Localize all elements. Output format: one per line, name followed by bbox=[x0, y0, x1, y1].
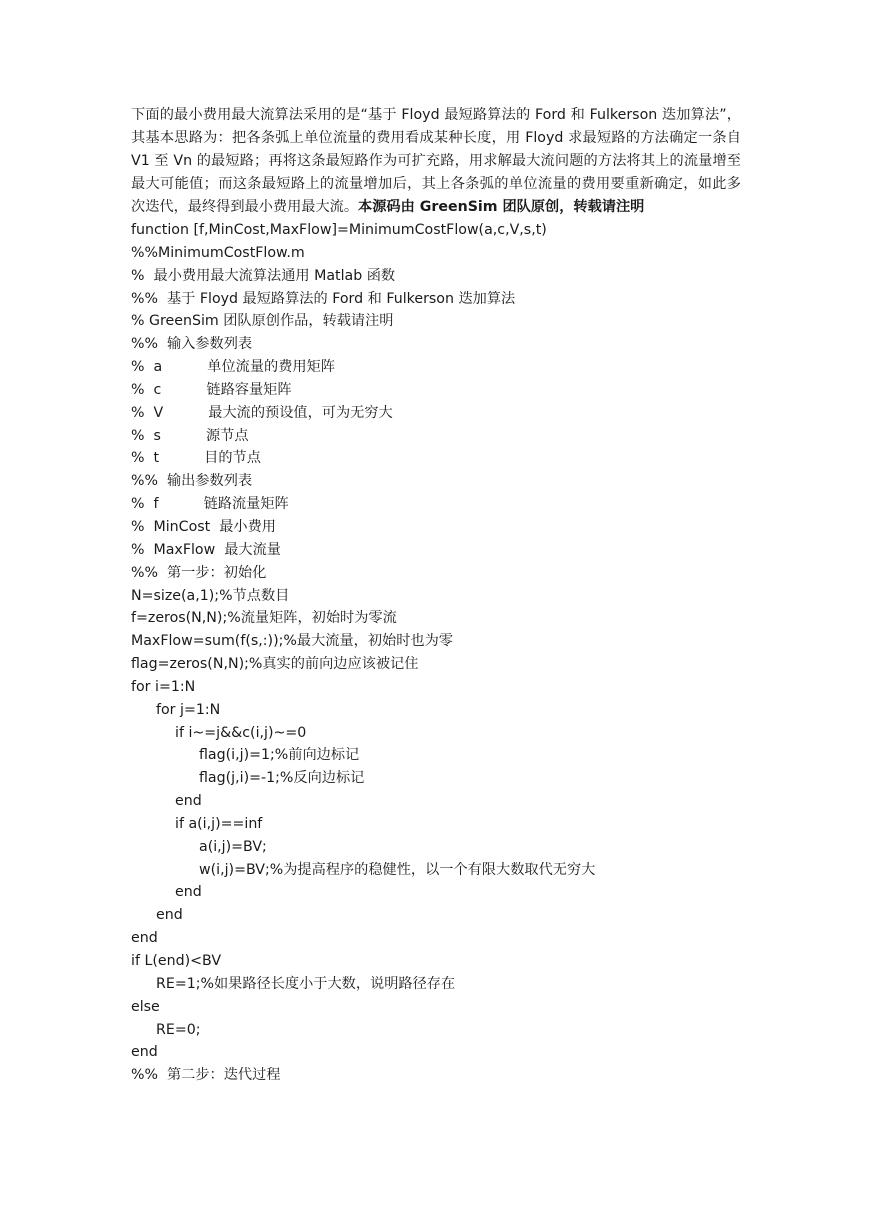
code-line: MaxFlow=sum(f(s,:));%最大流量，初始时也为零 bbox=[131, 633, 453, 650]
code-line: end bbox=[131, 930, 158, 947]
code-line: if a(i,j)==inf bbox=[175, 815, 263, 832]
intro-text: 下面的最小费用最大流算法采用的是“基于 Floyd 最短路算法的 Ford 和 Fulkerson 迭加算法”，其基本思路为：把各条弧上单位流量的费用看成某种长度，用 Floyd 求最短路的方法确定一条自 V1 至 Vn 的最短路；再将这条最短路作为可扩充路，用求解最大流问题的方法将其上的流量增至最大可能值；而这条最短路上的流量增加后，其上各条弧的单位流量的费用要重新确定，如此多次迭代，最终得到最小费用最大流。 bbox=[131, 107, 741, 215]
code-line: % V 最大流的预设值，可为无穷大 bbox=[131, 404, 393, 421]
code-line: % GreenSim 团队原创作品，转载请注明 bbox=[131, 313, 394, 330]
code-line: for j=1:N bbox=[156, 701, 221, 718]
code-line: flag(j,i)=-1;%反向边标记 bbox=[199, 770, 365, 787]
code-line: else bbox=[131, 998, 160, 1015]
code-line: %% 输入参数列表 bbox=[131, 336, 253, 353]
code-line: % t 目的节点 bbox=[131, 450, 261, 467]
code-line: % a 单位流量的费用矩阵 bbox=[131, 359, 335, 376]
copyright-note: 本源码由 GreenSim 团队原创，转载请注明 bbox=[358, 199, 645, 215]
code-line: % c 链路容量矩阵 bbox=[131, 381, 292, 398]
code-listing bbox=[131, 219, 741, 1087]
intro-paragraph bbox=[131, 104, 741, 219]
code-line: %%MinimumCostFlow.m bbox=[131, 244, 305, 261]
code-line: w(i,j)=BV;%为提高程序的稳健性，以一个有限大数取代无穷大 bbox=[199, 861, 596, 878]
document-page bbox=[131, 104, 741, 1087]
code-line: for i=1:N bbox=[131, 678, 196, 695]
code-line: end bbox=[156, 907, 183, 924]
code-line: % MaxFlow 最大流量 bbox=[131, 541, 281, 558]
code-line: end bbox=[175, 884, 202, 901]
code-line: % MinCost 最小费用 bbox=[131, 518, 276, 535]
code-line: flag(i,j)=1;%前向边标记 bbox=[199, 747, 360, 764]
code-line: N=size(a,1);%节点数目 bbox=[131, 587, 290, 604]
code-line: RE=1;%如果路径长度小于大数，说明路径存在 bbox=[156, 975, 456, 992]
code-line: function [f,MinCost,MaxFlow]=MinimumCostFlow(a,c,V,s,t) bbox=[131, 222, 547, 238]
code-line: a(i,j)=BV; bbox=[199, 838, 267, 855]
code-line: if i~=j&&c(i,j)~=0 bbox=[175, 724, 307, 741]
code-line: %% 基于 Floyd 最短路算法的 Ford 和 Fulkerson 迭加算法 bbox=[131, 290, 516, 307]
code-line: %% 第一步：初始化 bbox=[131, 564, 267, 581]
code-line: f=zeros(N,N);%流量矩阵，初始时为零流 bbox=[131, 610, 397, 627]
code-line: end bbox=[131, 1044, 158, 1061]
code-line: end bbox=[175, 793, 202, 810]
code-line: %% 第二步：迭代过程 bbox=[131, 1067, 281, 1084]
code-line: % s 源节点 bbox=[131, 427, 249, 444]
code-line: RE=0; bbox=[156, 1021, 201, 1038]
code-line: flag=zeros(N,N);%真实的前向边应该被记住 bbox=[131, 656, 419, 673]
code-line: %% 输出参数列表 bbox=[131, 473, 253, 490]
code-line: % 最小费用最大流算法通用 Matlab 函数 bbox=[131, 267, 396, 284]
code-line: % f 链路流量矩阵 bbox=[131, 496, 289, 513]
code-line: if L(end)<BV bbox=[131, 953, 222, 969]
